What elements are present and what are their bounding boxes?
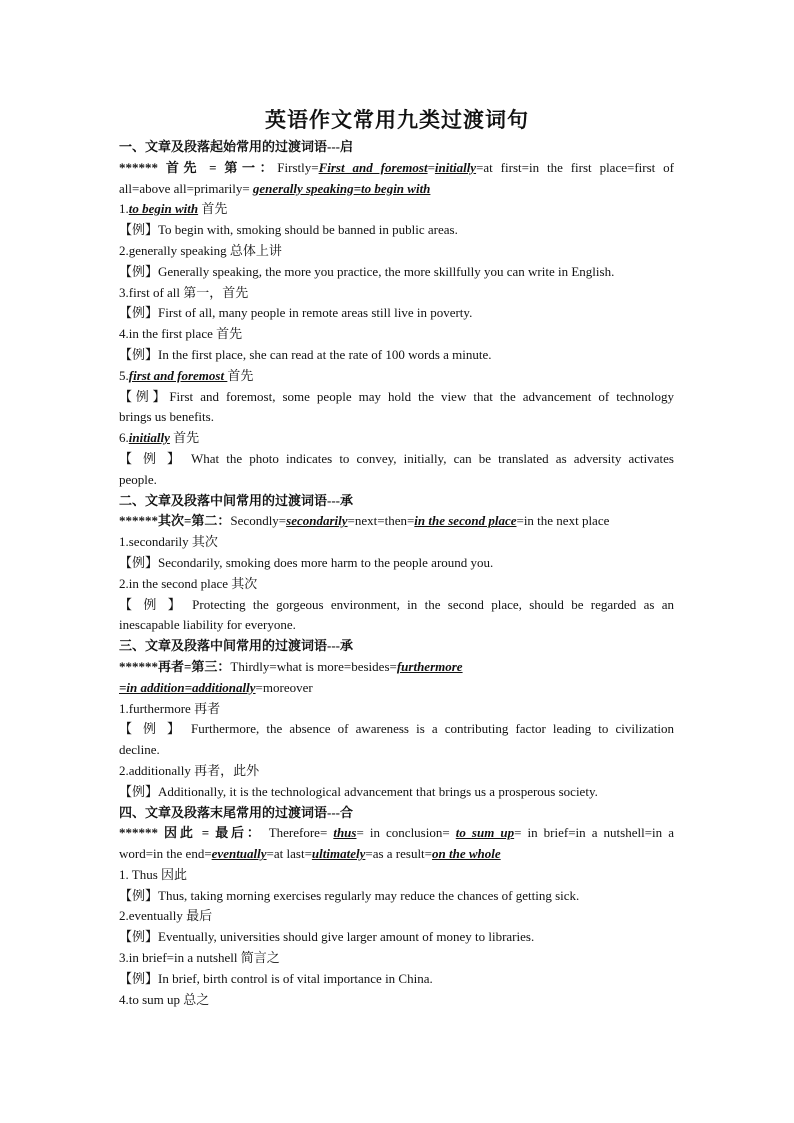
section-heading: 一、文章及段落起始常用的过渡词语---启 [119, 139, 353, 154]
list-item: 2.additionally 再者，此外 [119, 762, 260, 778]
example-sentence: 【例】First and foremost, some people may hold the view that the advancement of technology [119, 388, 674, 404]
section-heading: 二、文章及段落中间常用的过渡词语---承 [119, 492, 353, 508]
list-item: 6.initially 首先 [119, 430, 200, 446]
example-sentence: 【例】In brief, birth control is of vital importance in China. [119, 970, 433, 986]
example-sentence: 【例】To begin with, smoking should be banned in public areas. [119, 222, 458, 238]
section-heading: 四、文章及段落末尾常用的过渡词语---合 [119, 804, 353, 820]
synonym-line: ****** 首先 = 第一：Firstly=First and foremost=initially=at first=in the first place=first of [119, 159, 674, 175]
page-title: 英语作文常用九类过渡词句 [265, 108, 529, 132]
example-sentence: brings us benefits. [119, 409, 214, 425]
list-item: 4.to sum up 总之 [119, 991, 210, 1007]
example-sentence: 【例】First of all, many people in remote areas still live in poverty. [119, 305, 473, 321]
example-sentence: 【 例 】 What the photo indicates to convey, initially, can be translated as adversity activates [119, 450, 674, 466]
list-item: 1.secondarily 其次 [119, 534, 218, 550]
synonym-line: ******其次=第二：Secondly=secondarily=next=then=in the second place=in the next place [119, 513, 610, 529]
list-item: 1.to begin with 首先 [119, 201, 228, 217]
example-sentence: 【例】Additionally, it is the technological advancement that brings us a prosperous society. [119, 783, 598, 799]
example-sentence: inescapable liability for everyone. [119, 617, 296, 633]
synonym-line: all=above all=primarily= generally speaking=to begin with [119, 180, 431, 196]
list-item: 1. Thus 因此 [119, 866, 188, 882]
list-item: 1.furthermore 再者 [119, 700, 221, 716]
list-item: 2.in the second place 其次 [119, 575, 258, 591]
list-item: 3.first of all 第一，首先 [119, 284, 249, 300]
synonym-line: word=in the end=eventually=at last=ultimately=as a result=on the whole [119, 846, 501, 862]
example-sentence: 【例】In the first place, she can read at the rate of 100 words a minute. [119, 346, 492, 362]
example-sentence: 【 例 】 Furthermore, the absence of awareness is a contributing factor leading to civilization [119, 721, 674, 737]
list-item: 2.generally speaking 总体上讲 [119, 242, 282, 258]
list-item: 2.eventually 最后 [119, 908, 213, 924]
example-sentence: decline. [119, 742, 160, 758]
synonym-line: ******再者=第三：Thirdly=what is more=besides=furthermore [119, 658, 463, 674]
synonym-line: =in addition=additionally=moreover [119, 679, 313, 695]
example-sentence: people. [119, 471, 157, 487]
synonym-line: ****** 因此 = 最后： Therefore= thus= in conclusion= to sum up= in brief=in a nutshell=in a [119, 825, 674, 841]
example-sentence: 【例】Generally speaking, the more you practice, the more skillfully you can write in English. [119, 263, 615, 279]
example-sentence: 【 例 】 Protecting the gorgeous environment, in the second place, should be regarded as an [119, 596, 674, 612]
list-item: 5.first and foremost 首先 [119, 367, 254, 383]
list-item: 4.in the first place 首先 [119, 326, 243, 342]
list-item: 3.in brief=in a nutshell 简言之 [119, 950, 280, 966]
example-sentence: 【例】Secondarily, smoking does more harm to the people around you. [119, 554, 494, 570]
section-heading: 三、文章及段落中间常用的过渡词语---承 [119, 638, 353, 654]
document-body [119, 137, 674, 1010]
example-sentence: 【例】Thus, taking morning exercises regularly may reduce the chances of getting sick. [119, 887, 580, 903]
example-sentence: 【例】Eventually, universities should give larger amount of money to libraries. [119, 929, 535, 945]
